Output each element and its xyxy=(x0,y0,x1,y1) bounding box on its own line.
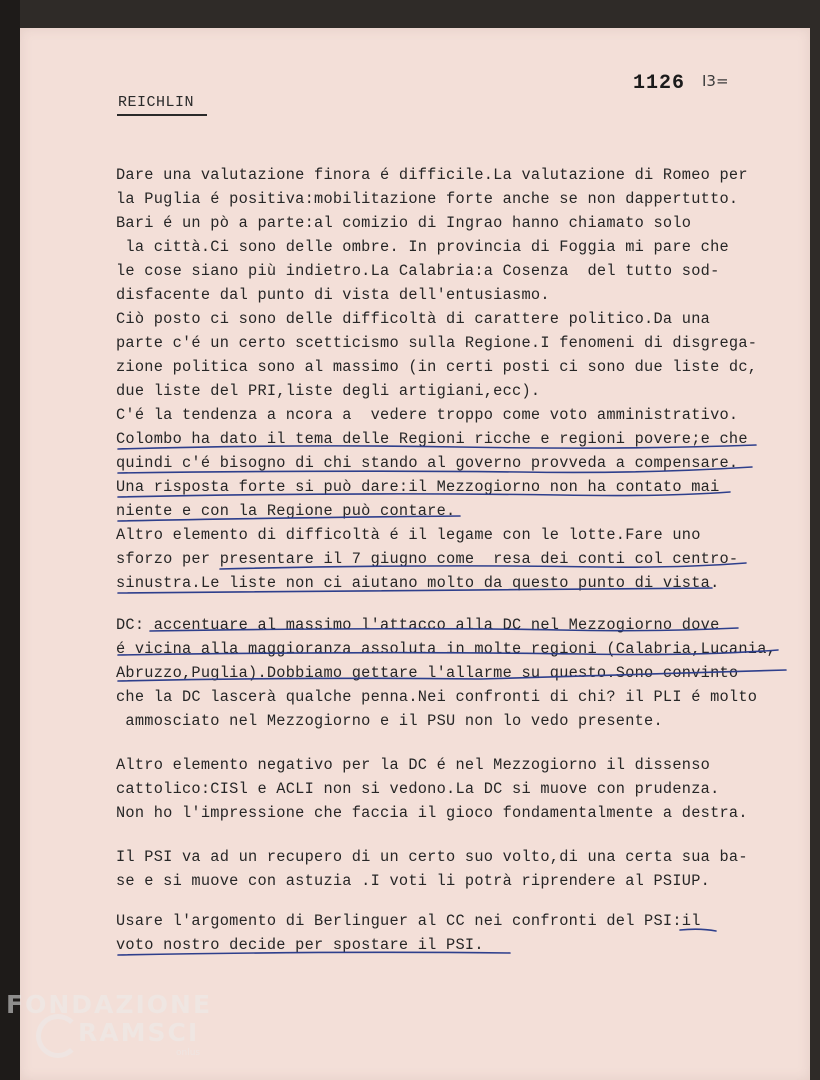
text-line: la città.Ci sono delle ombre. In provincia di Foggia mi pare che xyxy=(116,238,729,256)
text-line: sforzo per presentare il 7 giugno come resa dei conti col centro- xyxy=(116,550,739,568)
text-line: Ciò posto ci sono delle difficoltà di carattere politico.Da una xyxy=(116,310,711,328)
text-line: Altro elemento di difficoltà é il legame con le lotte.Fare uno xyxy=(116,526,701,544)
text-line: Altro elemento negativo per la DC é nel Mezzogiorno il dissenso xyxy=(116,756,711,774)
text-line: parte c'é un certo scetticismo sulla Regione.I fenomeni di disgrega- xyxy=(116,334,758,352)
author-underline xyxy=(117,114,207,116)
watermark-line2: RAMSCI xyxy=(78,1018,200,1047)
text-line: le cose siano più indietro.La Calabria:a Cosenza del tutto sod- xyxy=(116,262,720,280)
fondazione-gramsci-watermark xyxy=(6,990,226,1070)
text-line: disfacente dal punto di vista dell'entusiasmo. xyxy=(116,286,550,304)
text-line: é vicina alla maggioranza assoluta in molte regioni (Calabria,Lucania, xyxy=(116,640,777,658)
text-line: voto nostro decide per spostare il PSI. xyxy=(116,936,484,954)
text-line: due liste del PRI,liste degli artigiani,ecc). xyxy=(116,382,541,400)
text-line: Una risposta forte si può dare:il Mezzogiorno non ha contato mai xyxy=(116,478,720,496)
watermark-line1: FONDAZIONE xyxy=(6,990,213,1019)
text-line: Colombo ha dato il tema delle Regioni ricche e regioni povere;e che xyxy=(116,430,748,448)
text-line: sinustra.Le liste non ci aiutano molto da questo punto di vista. xyxy=(116,574,720,592)
text-line: niente e con la Regione può contare. xyxy=(116,502,456,520)
text-line: ammosciato nel Mezzogiorno e il PSU non lo vedo presente. xyxy=(116,712,663,730)
watermark-g-icon xyxy=(36,1014,80,1058)
text-line: Dare una valutazione finora é difficile.La valutazione di Romeo per xyxy=(116,166,748,184)
text-line: DC: accentuare al massimo l'attacco alla DC nel Mezzogiorno dove xyxy=(116,616,720,634)
author-heading: REICHLIN xyxy=(118,94,195,111)
text-line: se e si muove con astuzia .I voti li potrà riprendere al PSIUP. xyxy=(116,872,711,890)
text-line: la Puglia é positiva:mobilitazione forte anche se non dappertutto. xyxy=(116,190,739,208)
text-line: Il PSI va ad un recupero di un certo suo volto,di una certa sua ba- xyxy=(116,848,748,866)
text-line: che la DC lascerà qualche penna.Nei confronti di chi? il PLI é molto xyxy=(116,688,758,706)
watermark-line3: onlus xyxy=(176,1048,201,1058)
text-line: C'é la tendenza a ncora a vedere troppo come voto amministrativo. xyxy=(116,406,739,424)
page-number: 1126 xyxy=(633,72,686,95)
text-line: Abruzzo,Puglia).Dobbiamo gettare l'allarme su questo.Sono convinto xyxy=(116,664,739,682)
scan-edge xyxy=(0,0,20,1080)
page-mark-handwritten: I3= xyxy=(702,72,729,90)
text-line: cattolico:CISl e ACLI non si vedono.La DC si muove con prudenza. xyxy=(116,780,720,798)
text-line: zione politica sono al massimo (in certi posti ci sono due liste dc, xyxy=(116,358,758,376)
text-line: Non ho l'impressione che faccia il gioco fondamentalmente a destra. xyxy=(116,804,748,822)
text-line: Usare l'argomento di Berlinguer al CC nei confronti del PSI:il xyxy=(116,912,701,930)
text-line: quindi c'é bisogno di chi stando al governo provveda a compensare. xyxy=(116,454,739,472)
text-line: Bari é un pò a parte:al comizio di Ingrao hanno chiamato solo xyxy=(116,214,692,232)
